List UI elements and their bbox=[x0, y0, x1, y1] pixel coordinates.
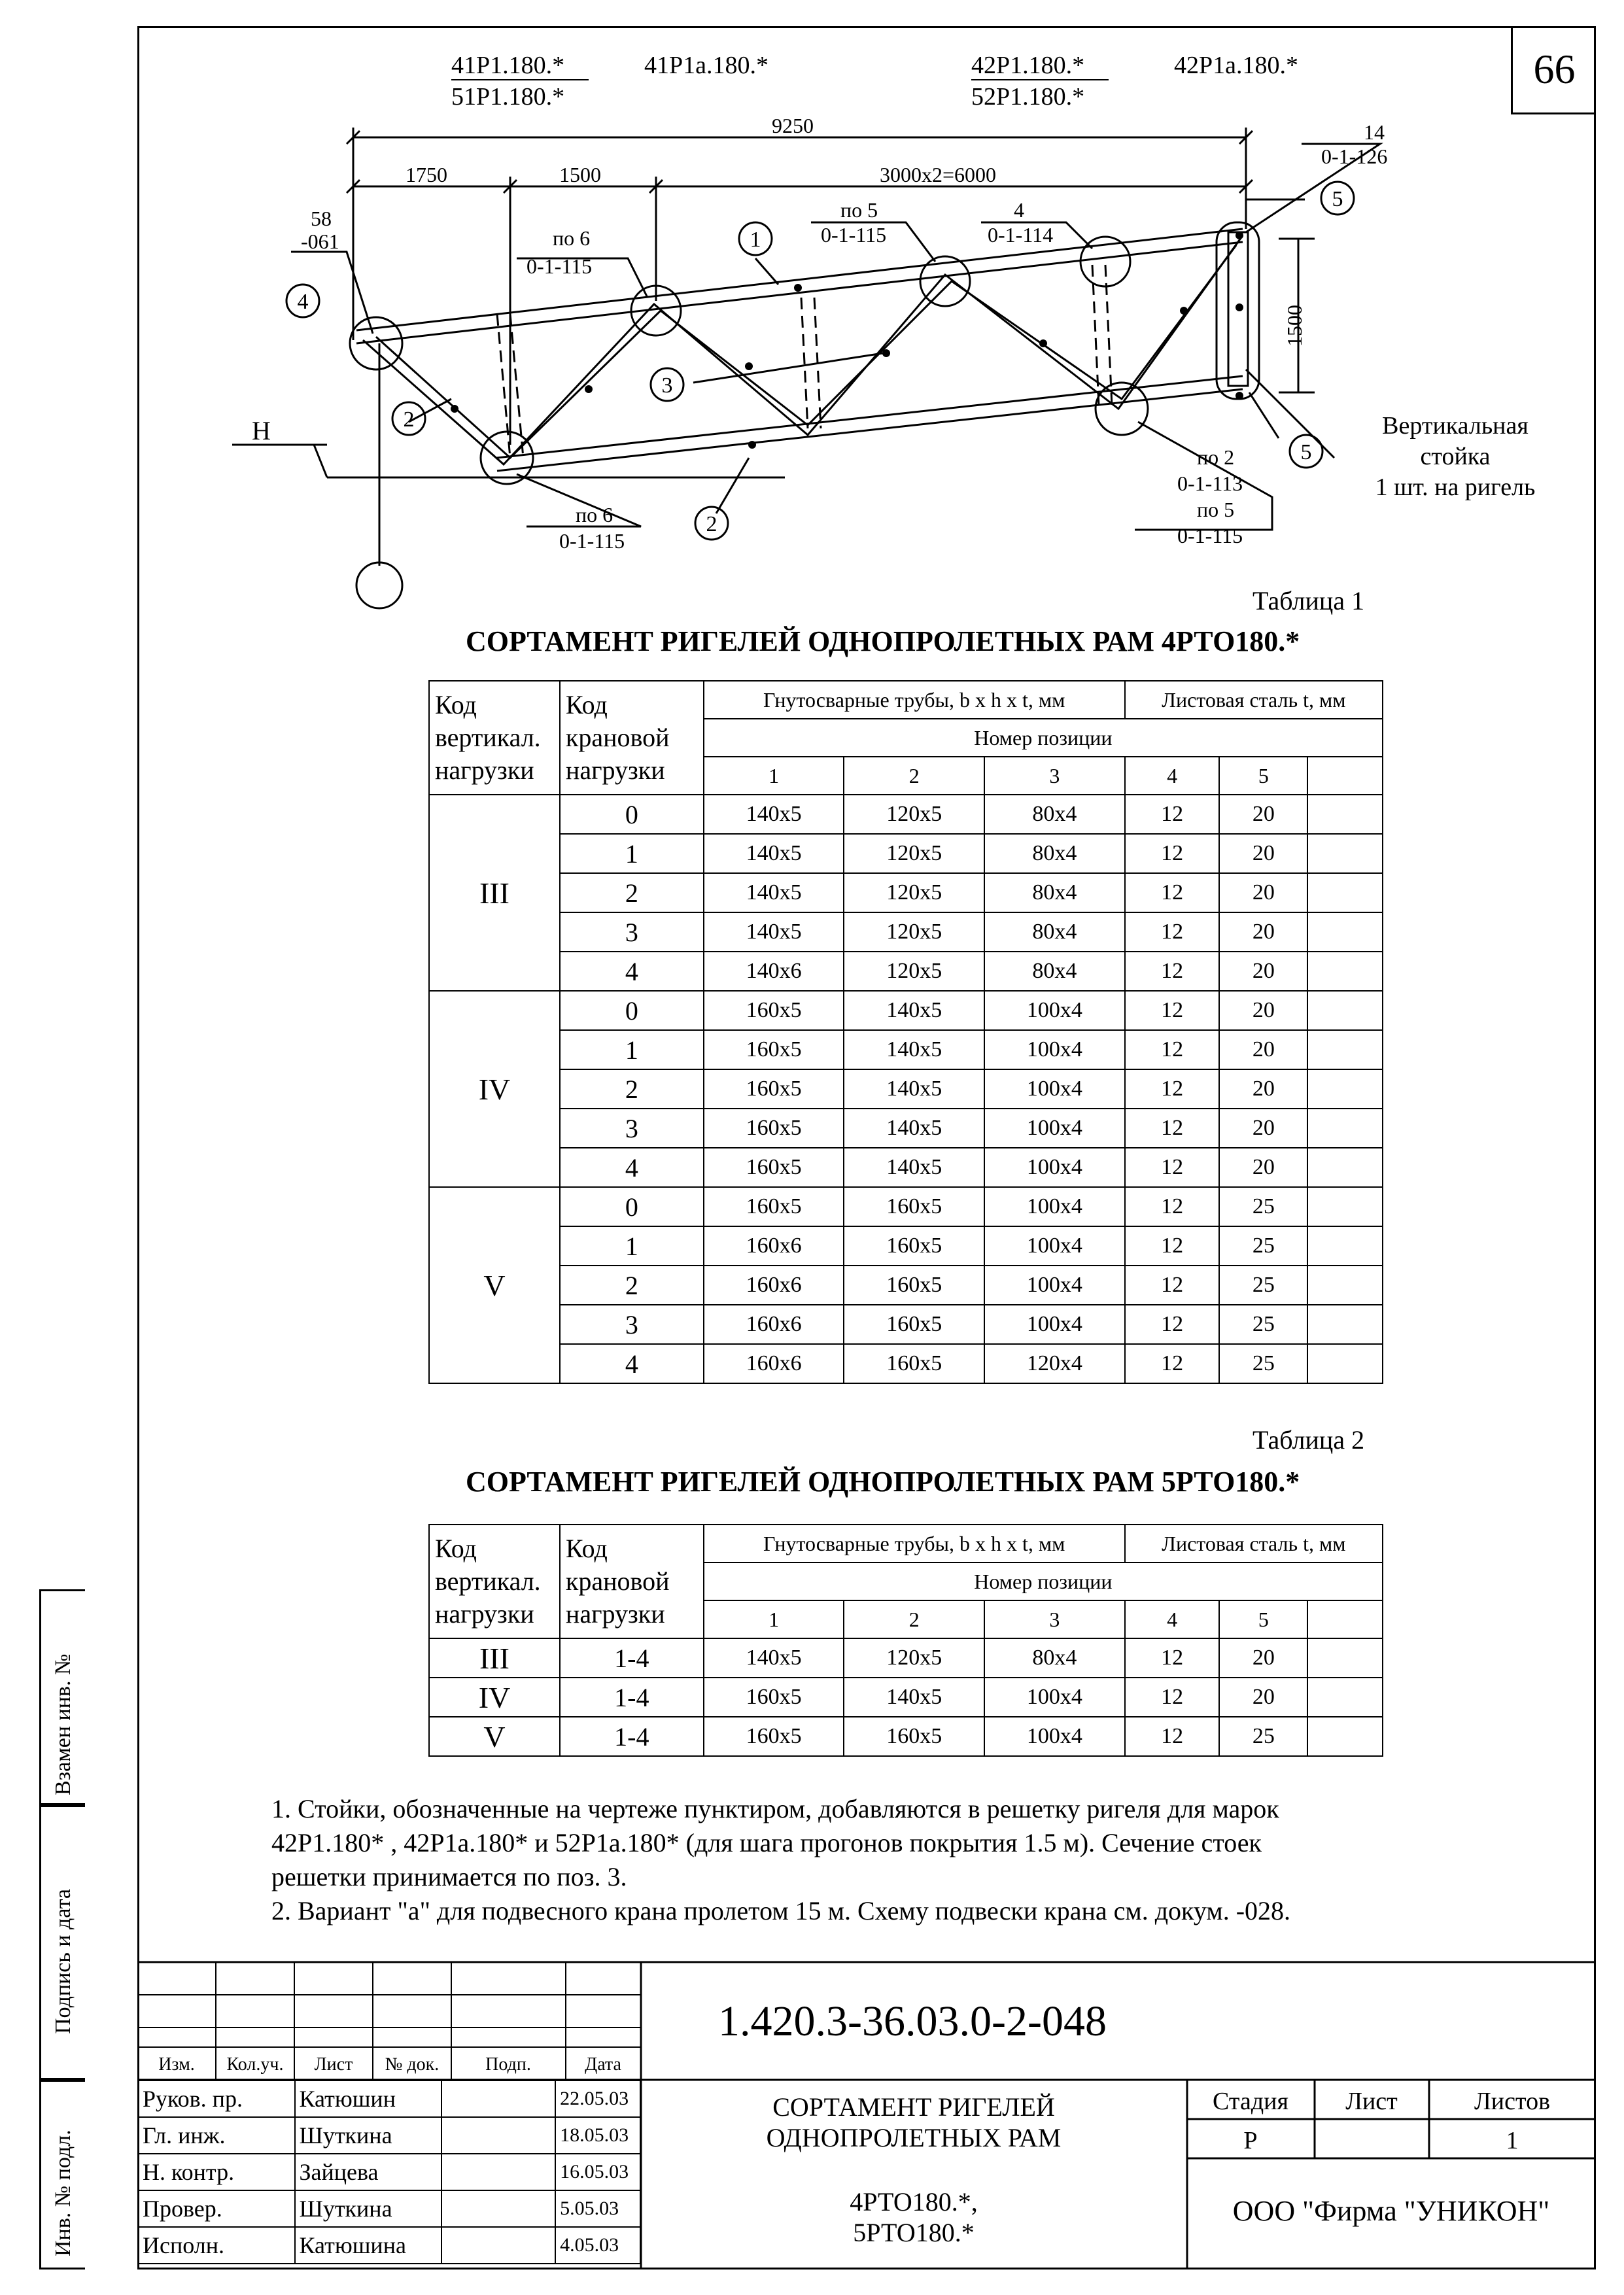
stamp-role: Исполн. bbox=[138, 2227, 295, 2264]
callout-po6-top: по 6 bbox=[553, 226, 591, 250]
t1-crane-code: 3 bbox=[560, 1109, 704, 1148]
dim-6000: 3000х2=6000 bbox=[880, 163, 997, 186]
t1-cell: 20 bbox=[1219, 1069, 1307, 1109]
post-note-1: Вертикальная bbox=[1382, 412, 1529, 440]
t1-h-tubes: Гнутосварные трубы, b x h x t, мм bbox=[704, 681, 1125, 719]
stamp-date: 16.05.03 bbox=[555, 2154, 640, 2190]
stamp-person-row bbox=[138, 2227, 640, 2264]
callout-4-top: 4 bbox=[1014, 198, 1024, 222]
t1-cell: 100х4 bbox=[984, 1187, 1125, 1226]
t1-cell: 25 bbox=[1219, 1187, 1307, 1226]
t2-cell: 140х5 bbox=[704, 1638, 844, 1678]
t2-col-5: 5 bbox=[1219, 1600, 1307, 1638]
stamp-company: ООО "Фирма "УНИКОН" bbox=[1232, 2195, 1550, 2227]
t1-cell: 12 bbox=[1125, 1148, 1220, 1187]
t1-cell: 160х5 bbox=[704, 1030, 844, 1069]
t1-cell: 140х5 bbox=[844, 1069, 984, 1109]
stamp-sheet-label: Лист bbox=[1345, 2088, 1398, 2115]
t1-cell: 160х5 bbox=[844, 1305, 984, 1344]
t1-crane-code: 0 bbox=[560, 1187, 704, 1226]
stamp-date: 18.05.03 bbox=[555, 2117, 640, 2154]
t1-cell: 80х4 bbox=[984, 873, 1125, 912]
t1-cell: 120х5 bbox=[844, 795, 984, 834]
stamp-signature bbox=[441, 2227, 555, 2264]
t1-crane-code: 4 bbox=[560, 952, 704, 991]
t1-col-3: 3 bbox=[984, 757, 1125, 795]
stamp-title-2: ОДНОПРОЛЕТНЫХ РАМ bbox=[766, 2123, 1062, 2152]
callout-po5-bot: 0-1-115 bbox=[821, 223, 887, 247]
t1-crane-code: 2 bbox=[560, 1069, 704, 1109]
t1-cell: 100х4 bbox=[984, 1109, 1125, 1148]
stamp-people-table bbox=[137, 2080, 641, 2264]
callout-4-bot: 0-1-114 bbox=[988, 223, 1054, 247]
t1-crane-code: 3 bbox=[560, 1305, 704, 1344]
pos-bubble-3: 3 bbox=[661, 373, 673, 398]
t1-cell: 160х5 bbox=[844, 1266, 984, 1305]
t2-h-code-vert: Код вертикал. нагрузки bbox=[429, 1525, 560, 1638]
t1-crane-code: 3 bbox=[560, 912, 704, 952]
t1-cell: 20 bbox=[1219, 873, 1307, 912]
t2-cell: 12 bbox=[1125, 1638, 1220, 1678]
t1-cell: 160х5 bbox=[844, 1226, 984, 1266]
stamp-name: Шуткина bbox=[295, 2117, 442, 2154]
t2-cell: 20 bbox=[1219, 1638, 1307, 1678]
stamp-h-podp: Подп. bbox=[485, 2054, 531, 2075]
callout-po5b-top: по 5 bbox=[1197, 498, 1235, 521]
stamp-title-4: 5РТО180.* bbox=[853, 2218, 975, 2247]
t1-cell: 160х5 bbox=[704, 1148, 844, 1187]
t1-cell: 80х4 bbox=[984, 795, 1125, 834]
stamp-stage-label: Стадия bbox=[1213, 2088, 1288, 2115]
t1-cell: 160х5 bbox=[844, 1344, 984, 1383]
stamp-person-row bbox=[138, 2080, 640, 2117]
level-h-label: Н bbox=[252, 416, 271, 445]
stamp-h-doc: № док. bbox=[385, 2054, 440, 2075]
t2-cell: 12 bbox=[1125, 1717, 1220, 1756]
t1-cell: 20 bbox=[1219, 1030, 1307, 1069]
t1-vert-code: V bbox=[429, 1187, 560, 1383]
sheet-number: 66 bbox=[1511, 26, 1596, 114]
t1-cell: 20 bbox=[1219, 834, 1307, 873]
callout-14-bot: 0-1-126 bbox=[1321, 145, 1388, 168]
table2-caption: Таблица 2 bbox=[1253, 1425, 1365, 1455]
t1-h-code-crane: Код крановой нагрузки bbox=[560, 681, 704, 795]
t1-cell: 20 bbox=[1219, 912, 1307, 952]
t2-cell: 20 bbox=[1219, 1678, 1307, 1717]
t1-col-1: 1 bbox=[704, 757, 844, 795]
callout-061: -061 bbox=[301, 230, 339, 253]
t1-cell: 140х5 bbox=[844, 1148, 984, 1187]
t1-cell: 80х4 bbox=[984, 912, 1125, 952]
t2-cell: 160х5 bbox=[704, 1717, 844, 1756]
t2-col-4: 4 bbox=[1125, 1600, 1220, 1638]
t2-h-tubes: Гнутосварные трубы, b x h x t, мм bbox=[704, 1525, 1125, 1562]
t1-cell: 160х6 bbox=[704, 1266, 844, 1305]
t1-cell: 140х5 bbox=[844, 1030, 984, 1069]
t1-cell: 12 bbox=[1125, 834, 1220, 873]
t1-cell: 20 bbox=[1219, 952, 1307, 991]
t1-vert-code: III bbox=[429, 795, 560, 991]
stamp-h-kol: Кол.уч. bbox=[226, 2054, 284, 2075]
t1-crane-code: 1 bbox=[560, 1226, 704, 1266]
t1-cell: 100х4 bbox=[984, 1305, 1125, 1344]
pos-bubble-2a: 2 bbox=[403, 407, 415, 432]
t2-h-code-crane: Код крановой нагрузки bbox=[560, 1525, 704, 1638]
t1-cell: 12 bbox=[1125, 991, 1220, 1030]
t1-cell: 25 bbox=[1219, 1226, 1307, 1266]
t2-vert-code: III bbox=[429, 1638, 560, 1678]
callout-po6b-top: по 6 bbox=[576, 503, 613, 526]
t2-crane-code: 1-4 bbox=[560, 1717, 704, 1756]
t2-cell: 160х5 bbox=[844, 1717, 984, 1756]
t1-cell: 25 bbox=[1219, 1266, 1307, 1305]
t1-cell: 160х5 bbox=[704, 1187, 844, 1226]
note-line-1: 1. Стойки, обозначенные на чертеже пунктиром, добавляются в решетку ригеля для марок bbox=[271, 1794, 1279, 1823]
t1-h-posnum: Номер позиции bbox=[704, 719, 1383, 757]
t1-cell: 140х5 bbox=[704, 873, 844, 912]
t1-cell: 12 bbox=[1125, 1226, 1220, 1266]
t1-cell: 12 bbox=[1125, 795, 1220, 834]
t2-cell: 25 bbox=[1219, 1717, 1307, 1756]
t2-h-steel: Листовая сталь t, мм bbox=[1125, 1525, 1383, 1562]
t1-cell: 140х6 bbox=[704, 952, 844, 991]
t1-cell: 100х4 bbox=[984, 991, 1125, 1030]
stamp-h-list: Лист bbox=[314, 2054, 353, 2075]
table1-title: СОРТАМЕНТ РИГЕЛЕЙ ОДНОПРОЛЕТНЫХ РАМ 4РТО180.* bbox=[466, 625, 1300, 657]
t2-col-2: 2 bbox=[844, 1600, 984, 1638]
stamp-person-row bbox=[138, 2154, 640, 2190]
table2-title: СОРТАМЕНТ РИГЕЛЕЙ ОДНОПРОЛЕТНЫХ РАМ 5РТО180.* bbox=[466, 1466, 1300, 1498]
t1-cell: 120х4 bbox=[984, 1344, 1125, 1383]
t1-cell: 140х5 bbox=[704, 834, 844, 873]
stamp-role: Н. контр. bbox=[138, 2154, 295, 2190]
stamp-name: Шуткина bbox=[295, 2190, 442, 2227]
post-note-3: 1 шт. на ригель bbox=[1375, 474, 1536, 501]
t1-cell: 25 bbox=[1219, 1305, 1307, 1344]
t2-col-3: 3 bbox=[984, 1600, 1125, 1638]
stamp-sheets-label: Листов bbox=[1474, 2088, 1551, 2115]
t2-cell: 160х5 bbox=[704, 1678, 844, 1717]
t2-cell: 140х5 bbox=[844, 1678, 984, 1717]
t1-cell: 140х5 bbox=[844, 991, 984, 1030]
t1-cell: 20 bbox=[1219, 795, 1307, 834]
mark-42p1a: 42Р1а.180.* bbox=[1174, 52, 1298, 79]
callout-po2-top: по 2 bbox=[1197, 445, 1235, 469]
stamp-date: 22.05.03 bbox=[555, 2080, 640, 2117]
stamp-signature bbox=[441, 2080, 555, 2117]
t2-vert-code: V bbox=[429, 1717, 560, 1756]
t2-cell: 80х4 bbox=[984, 1638, 1125, 1678]
stamp-person-row bbox=[138, 2190, 640, 2227]
t1-cell: 100х4 bbox=[984, 1069, 1125, 1109]
stamp-role: Руков. пр. bbox=[138, 2080, 295, 2117]
t2-cell: 12 bbox=[1125, 1678, 1220, 1717]
stamp-date: 5.05.03 bbox=[555, 2190, 640, 2227]
t1-cell: 12 bbox=[1125, 1344, 1220, 1383]
sidebar-inv-label: Инв. № подл. bbox=[51, 2130, 75, 2256]
t1-crane-code: 4 bbox=[560, 1148, 704, 1187]
dim-1750: 1750 bbox=[406, 163, 447, 186]
t2-h-posnum: Номер позиции bbox=[704, 1562, 1383, 1600]
stamp-name: Зайцева bbox=[295, 2154, 442, 2190]
t1-cell: 100х4 bbox=[984, 1226, 1125, 1266]
t1-crane-code: 2 bbox=[560, 1266, 704, 1305]
t1-cell: 120х5 bbox=[844, 912, 984, 952]
t1-col-4: 4 bbox=[1125, 757, 1220, 795]
t1-crane-code: 1 bbox=[560, 1030, 704, 1069]
note-line-2: 42Р1.180* , 42Р1а.180* и 52Р1а.180* (для шага прогонов покрытия 1.5 м). Сечение стоек bbox=[271, 1828, 1262, 1857]
sidebar-replace-label: Взамен инв. № bbox=[51, 1653, 75, 1795]
table1-caption: Таблица 1 bbox=[1253, 586, 1365, 615]
post-note-2: стойка bbox=[1420, 443, 1491, 470]
t2-crane-code: 1-4 bbox=[560, 1678, 704, 1717]
pos-bubble-4: 4 bbox=[297, 290, 309, 314]
stamp-h-date: Дата bbox=[585, 2054, 621, 2075]
t1-cell: 160х5 bbox=[704, 1069, 844, 1109]
t1-cell: 100х4 bbox=[984, 1148, 1125, 1187]
t1-cell: 12 bbox=[1125, 1187, 1220, 1226]
dim-height: 1500 bbox=[1283, 305, 1306, 347]
t1-cell: 160х6 bbox=[704, 1305, 844, 1344]
stamp-role: Провер. bbox=[138, 2190, 295, 2227]
pos-bubble-5a: 5 bbox=[1332, 187, 1343, 211]
callout-po6b-bot: 0-1-115 bbox=[559, 529, 625, 553]
t1-cell: 100х4 bbox=[984, 1030, 1125, 1069]
callout-po5-top: по 5 bbox=[840, 198, 878, 222]
stamp-title-1: СОРТАМЕНТ РИГЕЛЕЙ bbox=[772, 2092, 1055, 2122]
t1-cell: 12 bbox=[1125, 1266, 1220, 1305]
stamp-person-row bbox=[138, 2117, 640, 2154]
t1-cell: 160х6 bbox=[704, 1226, 844, 1266]
t1-cell: 120х5 bbox=[844, 952, 984, 991]
stamp-h-izm: Изм. bbox=[158, 2054, 195, 2075]
t1-cell: 12 bbox=[1125, 1305, 1220, 1344]
t1-cell: 20 bbox=[1219, 1109, 1307, 1148]
stamp-signature bbox=[441, 2117, 555, 2154]
t1-cell: 140х5 bbox=[844, 1109, 984, 1148]
stamp-signature bbox=[441, 2154, 555, 2190]
t1-cell: 20 bbox=[1219, 991, 1307, 1030]
t1-cell: 25 bbox=[1219, 1344, 1307, 1383]
t2-vert-code: IV bbox=[429, 1678, 560, 1717]
t2-cell: 100х4 bbox=[984, 1717, 1125, 1756]
t1-cell: 120х5 bbox=[844, 834, 984, 873]
t1-cell: 12 bbox=[1125, 1030, 1220, 1069]
t1-cell: 80х4 bbox=[984, 952, 1125, 991]
t1-crane-code: 0 bbox=[560, 991, 704, 1030]
t1-cell: 100х4 bbox=[984, 1266, 1125, 1305]
t1-crane-code: 4 bbox=[560, 1344, 704, 1383]
t1-h-steel: Листовая сталь t, мм bbox=[1125, 681, 1383, 719]
t2-cell: 120х5 bbox=[844, 1638, 984, 1678]
pos-bubble-1: 1 bbox=[750, 228, 761, 252]
sidebar-sign-label: Подпись и дата bbox=[51, 1889, 75, 2034]
t1-cell: 20 bbox=[1219, 1148, 1307, 1187]
t1-cell: 160х5 bbox=[704, 1109, 844, 1148]
stamp-date: 4.05.03 bbox=[555, 2227, 640, 2264]
callout-po6-bot: 0-1-115 bbox=[527, 254, 593, 278]
t1-cell: 140х5 bbox=[704, 912, 844, 952]
callout-po2-bot: 0-1-113 bbox=[1177, 472, 1243, 495]
note-line-4: 2. Вариант "а" для подвесного крана пролетом 15 м. Схему подвески крана см. докум. -028. bbox=[271, 1896, 1291, 1925]
doc-code: 1.420.3-36.03.0-2-048 bbox=[718, 1997, 1107, 2045]
dim-total: 9250 bbox=[772, 114, 814, 137]
t1-cell: 160х5 bbox=[844, 1187, 984, 1226]
t1-cell: 12 bbox=[1125, 952, 1220, 991]
t1-crane-code: 0 bbox=[560, 795, 704, 834]
stamp-signature bbox=[441, 2190, 555, 2227]
pos-bubble-2b: 2 bbox=[706, 512, 717, 536]
pos-bubble-5b: 5 bbox=[1300, 440, 1312, 464]
t1-vert-code: IV bbox=[429, 991, 560, 1187]
t1-col-5: 5 bbox=[1219, 757, 1307, 795]
stamp-name: Катюшин bbox=[295, 2080, 442, 2117]
stamp-stage-value: Р bbox=[1243, 2127, 1258, 2154]
t1-crane-code: 1 bbox=[560, 834, 704, 873]
stamp-sheets-value: 1 bbox=[1506, 2127, 1519, 2154]
stamp-title-3: 4РТО180.*, bbox=[850, 2187, 978, 2217]
t2-crane-code: 1-4 bbox=[560, 1638, 704, 1678]
stamp-role: Гл. инж. bbox=[138, 2117, 295, 2154]
t1-cell: 12 bbox=[1125, 1069, 1220, 1109]
t2-cell: 100х4 bbox=[984, 1678, 1125, 1717]
callout-po5b-bot: 0-1-115 bbox=[1177, 524, 1243, 547]
t1-cell: 12 bbox=[1125, 912, 1220, 952]
t1-h-code-vert: Код вертикал. нагрузки bbox=[429, 681, 560, 795]
t1-crane-code: 2 bbox=[560, 873, 704, 912]
callout-58: 58 bbox=[311, 207, 332, 230]
t1-cell: 160х5 bbox=[704, 991, 844, 1030]
dim-1500: 1500 bbox=[559, 163, 601, 186]
mark-52p1: 52Р1.180.* bbox=[971, 83, 1085, 111]
callout-14-top: 14 bbox=[1364, 120, 1385, 144]
mark-42p1: 42Р1.180.* bbox=[971, 52, 1085, 79]
t1-cell: 140х5 bbox=[704, 795, 844, 834]
t2-col-1: 1 bbox=[704, 1600, 844, 1638]
mark-41p1a: 41Р1а.180.* bbox=[644, 52, 769, 79]
t1-cell: 120х5 bbox=[844, 873, 984, 912]
note-line-3: решетки принимается по поз. 3. bbox=[271, 1862, 627, 1891]
t1-cell: 80х4 bbox=[984, 834, 1125, 873]
t1-cell: 12 bbox=[1125, 1109, 1220, 1148]
mark-51p1: 51Р1.180.* bbox=[451, 83, 565, 111]
t1-cell: 12 bbox=[1125, 873, 1220, 912]
mark-41p1: 41Р1.180.* bbox=[451, 52, 565, 79]
t1-cell: 160х6 bbox=[704, 1344, 844, 1383]
t1-col-2: 2 bbox=[844, 757, 984, 795]
stamp-name: Катюшина bbox=[295, 2227, 442, 2264]
